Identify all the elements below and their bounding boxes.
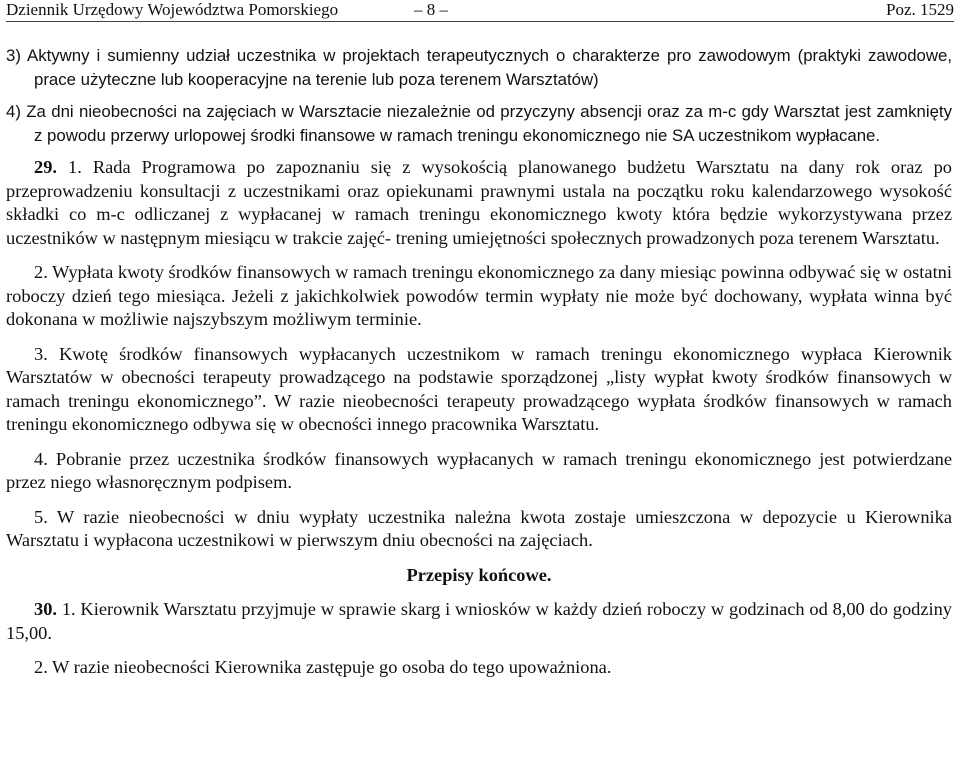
position-number: Poz. 1529 (886, 0, 954, 19)
page-number: – 8 – (414, 0, 448, 19)
paragraph-29-3: 3. Kwotę środków finansowych wypłacanych uczestnikom w ramach treningu ekonomicznego wypłaca Kierownik Warsztatów w obecności terapeuty prowadzącego na podstawie sporządzonej „listy wypłat kwoty środków finansowych w ramach treningu ekonomicznego”. W razie nieobecności terapeuty prowadzącego wypłata środków finansowych w ramach treningu ekonomicznego odbywa się w obecności innego pracownika Warsztatu. (6, 343, 952, 434)
paragraph-30-1-number: 1. (61, 599, 76, 619)
section-30-number: 30. (34, 599, 57, 619)
section-29-number: 29. (34, 157, 57, 177)
paragraph-29-4: 4. Pobranie przez uczestnika środków finansowych wypłacanych w ramach treningu ekonomicznego jest potwierdzane przez niego własnoręcznym podpisem. (6, 448, 952, 492)
header-rule (6, 21, 954, 22)
paragraph-30-2: 2. W razie nieobecności Kierownika zastępuje go osoba do tego upoważniona. (34, 657, 612, 677)
paragraph-29-1 (6, 156, 952, 250)
paragraph-30-1 (6, 598, 952, 645)
paragraph-30-1-text: Kierownik Warsztatu przyjmuje w sprawie skarg i wniosków w każdy dzień roboczy w godzinach od 8,00 do godziny 15,00. (6, 599, 952, 643)
list-item-3: 3) Aktywny i sumienny udział uczestnika w projektach terapeutycznych o charakterze pro zawodowym (praktyki zawodowe, prace użyteczne lub kooperacyjne na terenie lub poza terenem Warsztatów) (6, 46, 952, 89)
paragraph-29-5: 5. W razie nieobecności w dniu wypłaty uczestnika należna kwota zostaje umieszczona w depozycie u Kierownika Warsztatu i wypłacona uczestnikowi w pierwszym dniu obecności na zajęciach. (6, 506, 952, 550)
paragraph-29-1-text: Rada Programowa po zapoznaniu się z wysokością planowanego budżetu Warsztatu na dany rok oraz po przeprowadzeniu konsultacji z uczestnikami oraz opiekunami prawnymi ustala na początku roku kalendarzowego wysokość składki co m-c odliczanej z wypłacanej w ramach treningu ekonomicznego kwoty która będzie wykorzystywana przez uczestników w następnym miesiącu w trakcie zajęć- trening umiejętności społecznych prowadzonych poza terenem Warsztatu. (6, 157, 952, 248)
document-body (6, 44, 952, 680)
paragraph-29-1-number: 1. (68, 157, 82, 177)
paragraph-29-2: 2. Wypłata kwoty środków finansowych w ramach treningu ekonomicznego za dany miesiąc powinna odbywać się w ostatni roboczy dzień tego miesiąca. Jeżeli z jakichkolwiek powodów termin wypłaty nie może być dochowany, wypłata winna być dokonana w możliwie najszybszym możliwym terminie. (6, 262, 952, 329)
page-header (6, 0, 954, 22)
list-item-4: 4) Za dni nieobecności na zajęciach w Warsztacie niezależnie od przyczyny absencji oraz za m-c gdy Warsztat jest zamknięty z powodu przerwy urlopowej środki finansowe w ramach treningu ekonomicznego nie SA uczestnikom wypłacane. (6, 102, 952, 145)
section-heading: Przepisy końcowe. (406, 564, 552, 585)
journal-title: Dziennik Urzędowy Województwa Pomorskiego (6, 0, 339, 19)
